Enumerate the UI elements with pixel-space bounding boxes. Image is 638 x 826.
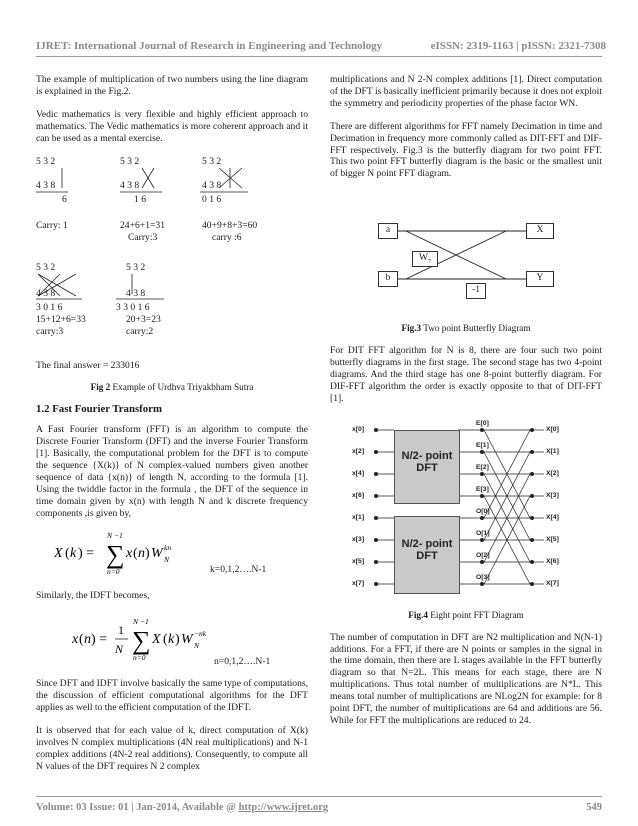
paragraph: The number of computation in DFT are N2 multiplication and N(N-1) additions. For a FFT, if there are N points or samples in the signal in the time domain, then there are L stages available in the FFT butterfly diagram so that N=2L. This means for each stage, there are N multiplications. Thus total number of multiplications are N*L. This means total number of multiplications are NLog2N for example: for 8 point DFT, the number of multiplications are 64 and additions are 56. While for FFT the multiplications are reduced to 24. [330,631,602,726]
butterfly-input-b: b [378,271,398,287]
digits: 5 3 2 [36,155,56,167]
paragraph: Since DFT and IDFT involve basically the same type of computations, the discussion of efficient computational algorithms for the DFT applies as well to the efficient computation of the IDFT. [36,678,308,714]
svg-text:N: N [115,642,124,657]
fft-node [530,538,534,542]
fft-node [374,494,378,498]
svg-text:kn: kn [164,542,172,552]
fft-node [530,450,534,454]
fft-output-label: X[5] [546,535,559,543]
box-label: DFT [416,461,438,474]
equation-range: k=0,1,2….N-1 [210,563,267,575]
svg-text:) =: ) = [91,632,108,648]
paragraph: Vedic mathematics is very flexible and highly efficient approach to mathematics. The Vedic mathematics is more coherent approach and it can be used as a mental exercise. [36,108,308,144]
fft-node [374,582,378,586]
svg-text:W: W [181,632,193,648]
fig3-text: Two point Butterfly Diagram [421,323,531,334]
fft-mid-label: E[3] [476,485,489,493]
digits: 4 3 8 [120,179,140,191]
carry-text: carry:3 [36,325,64,337]
fft-output-label: X[4] [546,513,559,521]
butterfly-output-y: Y [526,271,554,287]
carry-text: 15+12+6=33 [36,313,86,325]
fft-node [374,516,378,520]
fft-mid-label: E[2] [476,463,489,471]
fft-input-label: x[1] [352,513,365,521]
idft-equation [36,612,308,670]
journal-link[interactable]: http://www.ijret.org [238,802,329,813]
fft-node [530,582,534,586]
digits: 0 1 6 [202,193,222,205]
digits: 4 3 8 [126,287,146,299]
svg-text:N: N [164,554,170,564]
svg-text:(: ( [133,545,138,561]
fft-output-label: X[0] [546,425,559,433]
svg-text:W: W [151,545,163,561]
fft-node [374,428,378,432]
fft-input-label: x[5] [352,557,365,565]
equation-range: n=0,1,2….N-1 [214,656,271,668]
fft-output-label: X[7] [546,579,559,587]
svg-text:N: N [194,641,200,651]
upper-n2-dft-box [394,430,460,504]
fig2-caption [36,382,308,394]
fft-node [530,516,534,520]
digits: 5 3 2 [120,155,140,167]
box-label: DFT [416,549,438,562]
fft-input-label: x[4] [352,469,365,477]
fig4-caption [330,610,602,622]
svg-text:): ) [145,545,150,561]
carry-text: Carry: 1 [36,219,68,231]
svg-text:k: k [70,545,77,561]
svg-text:X: X [152,632,161,648]
fft-mid-label: O[2] [476,551,490,559]
carry-text: 40+9+8+3=60 [202,219,258,231]
fig3-label: Fig.3 [401,323,422,334]
footer-rule [36,796,602,797]
paragraph: The example of multiplication of two numbers using the line diagram is explained in the Fig.2. [36,74,308,97]
digits: 4 3 8 [202,179,222,191]
fft-mid-label: O[3] [476,573,490,581]
fft-node [374,538,378,542]
digits: 3 0 1 6 [36,301,63,313]
carry-text: carry :6 [212,231,242,243]
carry-text: carry:2 [126,325,154,337]
svg-text:) =: ) = [78,545,95,561]
fft-lines [352,416,580,604]
digits: 4 3 8 [36,287,56,299]
fig4-text: Eight point FFT Diagram [427,609,524,620]
svg-text:(: ( [79,632,84,648]
fig3-caption [330,323,602,335]
butterfly-diagram [330,191,602,317]
svg-text:∑: ∑ [132,626,151,656]
idft-formula [72,612,232,670]
svg-text:−nk: −nk [194,629,207,639]
svg-text:n=0: n=0 [133,653,146,663]
fft-node [530,494,534,498]
eight-point-fft-diagram [352,416,602,604]
fft-input-label: x[3] [352,535,365,543]
page-number: 549 [586,802,602,813]
svg-text:∑: ∑ [106,539,125,569]
running-footer [36,802,602,813]
svg-text:n: n [138,545,145,561]
twiddle-factor [412,251,438,267]
fft-node [530,472,534,476]
final-answer: The final answer = 233016 [36,359,140,371]
fft-output-label: X[1] [546,447,559,455]
carry-text: 24+6+1=31 [120,219,166,231]
twiddle-subscript: 7 [428,259,432,266]
svg-text:X: X [54,545,63,561]
digits: 5 3 2 [36,261,56,273]
butterfly-output-x: X [526,223,554,239]
paragraph: multiplications and N 2-N complex additions [1]. Direct computation of the DFT is basically inefficient primarily because it does not exploit the symmetry and periodicity properties of the phase factor WN. [330,74,602,109]
carry-text: Carry:3 [128,231,158,243]
svg-text:n: n [84,632,91,648]
paragraph: It is observed that for each value of k, direct computation of X(k) involves N complex multiplications (4N real multiplications) and N-1 complex additions (4N-2 real additions). Consequently, to compute all N values of the DFT requires N 2 complex [36,725,308,772]
fft-input-label: x[0] [352,425,365,433]
svg-text:(: ( [65,545,70,561]
running-header [36,40,606,52]
header-rule [36,56,602,57]
svg-text:n=0: n=0 [107,566,120,576]
svg-text:k: k [168,632,175,648]
paragraph: A Fast Fourier transform (FFT) is an algorithm to compute the Discrete Fourier Transform (DFT) and the inverse Fourier Transform [1]. Basically, the computational problem for the DFT is to compute the sequence {X(k)} of N complex-valued numbers given another sequence of data {x(n)} of length N, according to the formula [1]. Using the twiddle factor in the formula , the DFT of the sequence in time domain given by x(n) with length N and k discrete frequency components ,is given by, [36,424,308,519]
fft-node [374,450,378,454]
paragraph: Similarly, the IDFT becomes, [36,589,150,601]
digits: 1 6 [134,193,146,205]
paragraph: There are different algorithms for FFT namely Decimation in time and Decimation in frequency more commonly called as DIT-FFT and DIF-FFT respectively. Fig.3 is the butterfly diagram for two point FFT. This two point FFT butterfly diagram is the basic or the smallest unit of bigger N point FFT diagram. [330,120,602,180]
journal-name: IJRET: International Journal of Research in Engineering and Technology [36,40,383,52]
fft-node [374,472,378,476]
fft-mid-label: E[0] [476,419,489,427]
fig4-label: Fig.4 [408,609,428,620]
svg-text:): ) [175,632,180,648]
digits: 5 3 2 [126,261,146,273]
paragraph: For DIT FFT algorithm for N is 8, there are four such two point butterfly diagrams in the first stage. The second stage has two 4-point diagrams. And the third stage has one 8-point butterfly diagram. For DIF-FFT algorithm the order is exactly opposite to that of DIT-FFT [1]. [330,345,602,404]
footer-volume [36,802,328,813]
digits: 4 3 8 [36,179,56,191]
twiddle-symbol: W [418,252,429,264]
fft-mid-label: O[1] [476,529,490,537]
fft-output-label: X[6] [546,557,559,565]
dft-equation [36,524,308,582]
fig2-text: Example of Urdhva Triyakbham Sutra [110,382,254,393]
section-heading: 1.2 Fast Fourier Transform [36,403,162,416]
svg-text:(: ( [163,632,168,648]
fft-output-label: X[2] [546,469,559,477]
issn: eISSN: 2319-1163 | pISSN: 2321-7308 [430,40,606,52]
fft-input-label: x[6] [352,491,365,499]
digits: 5 3 2 [202,155,222,167]
fig2-label: Fig 2 [90,382,111,393]
fft-input-label: x[7] [352,579,365,587]
svg-text:N −1: N −1 [133,617,149,627]
carry-text: 20+3=23 [126,313,161,325]
right-column [330,74,602,738]
negative-one-label: -1 [466,283,486,299]
volume-text: Volume: 03 Issue: 01 | Jan-2014, Available @ [36,802,239,813]
digits: 6 [62,193,67,205]
fft-mid-label: E[1] [476,441,489,449]
dft-formula [54,526,214,580]
svg-text:N −1: N −1 [107,530,123,540]
butterfly-input-a: a [378,223,398,239]
multiplication-example [36,156,308,352]
box-label: N/2- point [401,537,453,550]
box-label: N/2- point [401,449,453,462]
fft-mid-label: O[0] [476,507,490,515]
fft-node [530,428,534,432]
svg-text:1: 1 [118,623,124,638]
left-column [36,74,308,784]
digits: 3 3 0 1 6 [116,301,150,313]
svg-text:x: x [126,545,133,561]
lower-n2-dft-box [394,516,460,594]
fft-input-label: x[2] [352,447,365,455]
fft-node [530,560,534,564]
fft-output-label: X[3] [546,491,559,499]
fft-node [374,560,378,564]
svg-text:x: x [72,632,79,648]
